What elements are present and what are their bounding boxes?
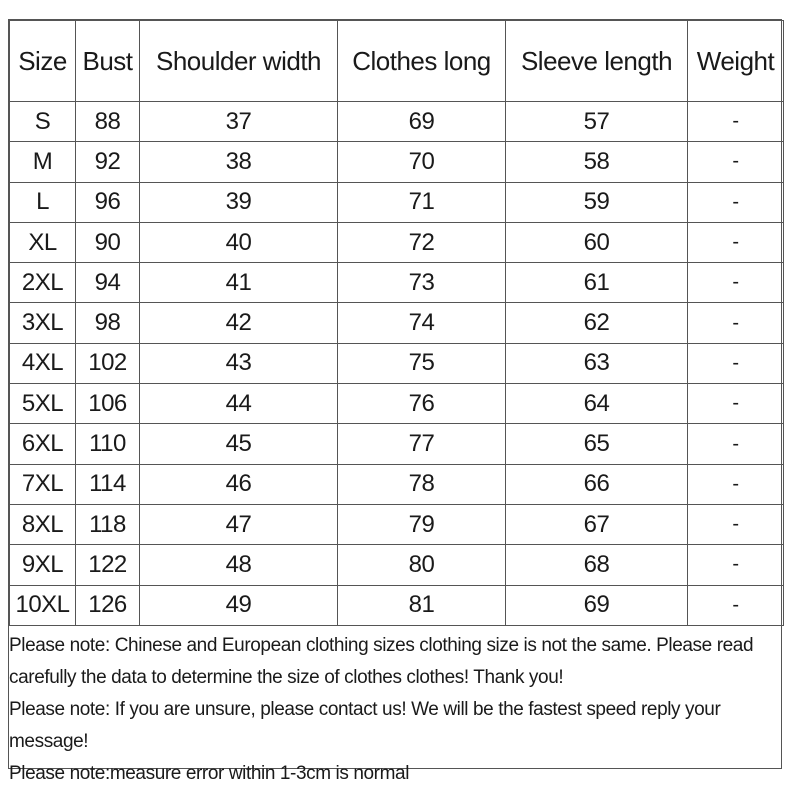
cell-shoulder-width: 40 [140,222,338,262]
cell-weight: - [688,585,784,625]
cell-bust: 102 [76,343,140,383]
table-row [10,142,784,182]
cell-weight: - [688,384,784,424]
table-row [10,464,784,504]
cell-sleeve-length: 68 [506,545,688,585]
cell-bust: 110 [76,424,140,464]
notes-section [9,626,781,790]
cell-sleeve-length: 61 [506,263,688,303]
cell-clothes-long: 75 [338,343,506,383]
cell-size: L [10,182,76,222]
cell-shoulder-width: 37 [140,102,338,142]
table-row [10,102,784,142]
cell-sleeve-length: 67 [506,504,688,544]
table-row [10,343,784,383]
header-size: Size [10,21,76,102]
cell-weight: - [688,142,784,182]
cell-shoulder-width: 43 [140,343,338,383]
cell-size: 2XL [10,263,76,303]
cell-shoulder-width: 48 [140,545,338,585]
cell-sleeve-length: 59 [506,182,688,222]
note-text: Please note:measure error within 1-3cm is normal [9,762,410,784]
table-row [10,504,784,544]
cell-clothes-long: 76 [338,384,506,424]
cell-shoulder-width: 38 [140,142,338,182]
cell-weight: - [688,424,784,464]
cell-size: S [10,102,76,142]
cell-shoulder-width: 46 [140,464,338,504]
cell-shoulder-width: 39 [140,182,338,222]
cell-sleeve-length: 62 [506,303,688,343]
cell-size: XL [10,222,76,262]
cell-bust: 118 [76,504,140,544]
cell-clothes-long: 74 [338,303,506,343]
cell-weight: - [688,102,784,142]
cell-sleeve-length: 66 [506,464,688,504]
cell-weight: - [688,263,784,303]
header-sleeve-length: Sleeve length [506,21,688,102]
cell-sleeve-length: 65 [506,424,688,464]
cell-bust: 90 [76,222,140,262]
cell-shoulder-width: 47 [140,504,338,544]
cell-clothes-long: 73 [338,263,506,303]
size-chart [8,19,782,784]
cell-weight: - [688,545,784,585]
header-clothes-long: Clothes long [338,21,506,102]
cell-shoulder-width: 42 [140,303,338,343]
cell-size: 8XL [10,504,76,544]
cell-shoulder-width: 44 [140,384,338,424]
cell-clothes-long: 81 [338,585,506,625]
cell-size: 9XL [10,545,76,585]
cell-weight: - [688,182,784,222]
header-shoulder-width: Shoulder width [140,21,338,102]
cell-bust: 98 [76,303,140,343]
cell-sleeve-length: 64 [506,384,688,424]
cell-clothes-long: 80 [338,545,506,585]
cell-bust: 94 [76,263,140,303]
cell-size: 6XL [10,424,76,464]
cell-sleeve-length: 63 [506,343,688,383]
cell-clothes-long: 70 [338,142,506,182]
cell-shoulder-width: 45 [140,424,338,464]
cell-sleeve-length: 57 [506,102,688,142]
header-row [10,21,784,102]
table-row [10,303,784,343]
cell-clothes-long: 71 [338,182,506,222]
cell-clothes-long: 79 [338,504,506,544]
header-weight: Weight [688,21,784,102]
cell-clothes-long: 77 [338,424,506,464]
table-row [10,263,784,303]
table-row [10,384,784,424]
cell-bust: 122 [76,545,140,585]
cell-weight: - [688,343,784,383]
cell-weight: - [688,504,784,544]
cell-shoulder-width: 41 [140,263,338,303]
cell-bust: 114 [76,464,140,504]
cell-weight: - [688,464,784,504]
table-body [10,102,784,626]
cell-size: M [10,142,76,182]
cell-sleeve-length: 58 [506,142,688,182]
cell-shoulder-width: 49 [140,585,338,625]
cell-weight: - [688,303,784,343]
cell-clothes-long: 72 [338,222,506,262]
cell-size: 5XL [10,384,76,424]
cell-size: 10XL [10,585,76,625]
table-row [10,585,784,625]
cell-bust: 96 [76,182,140,222]
size-table [9,20,784,626]
cell-bust: 88 [76,102,140,142]
cell-sleeve-length: 69 [506,585,688,625]
cell-weight: - [688,222,784,262]
cell-bust: 126 [76,585,140,625]
note-text: Please note: Chinese and European clothing sizes clothing size is not the same. Please read carefully the data to determine the size of clothes clothes! Thank you! [9,634,754,688]
table-row [10,424,784,464]
cell-size: 3XL [10,303,76,343]
cell-size: 4XL [10,343,76,383]
note-text: Please note: If you are unsure, please contact us! We will be the fastest speed reply your message! [9,698,721,752]
table-row [10,182,784,222]
header-bust: Bust [76,21,140,102]
cell-clothes-long: 78 [338,464,506,504]
cell-clothes-long: 69 [338,102,506,142]
cell-bust: 106 [76,384,140,424]
cell-size: 7XL [10,464,76,504]
cell-bust: 92 [76,142,140,182]
table-row [10,222,784,262]
cell-sleeve-length: 60 [506,222,688,262]
table-row [10,545,784,585]
